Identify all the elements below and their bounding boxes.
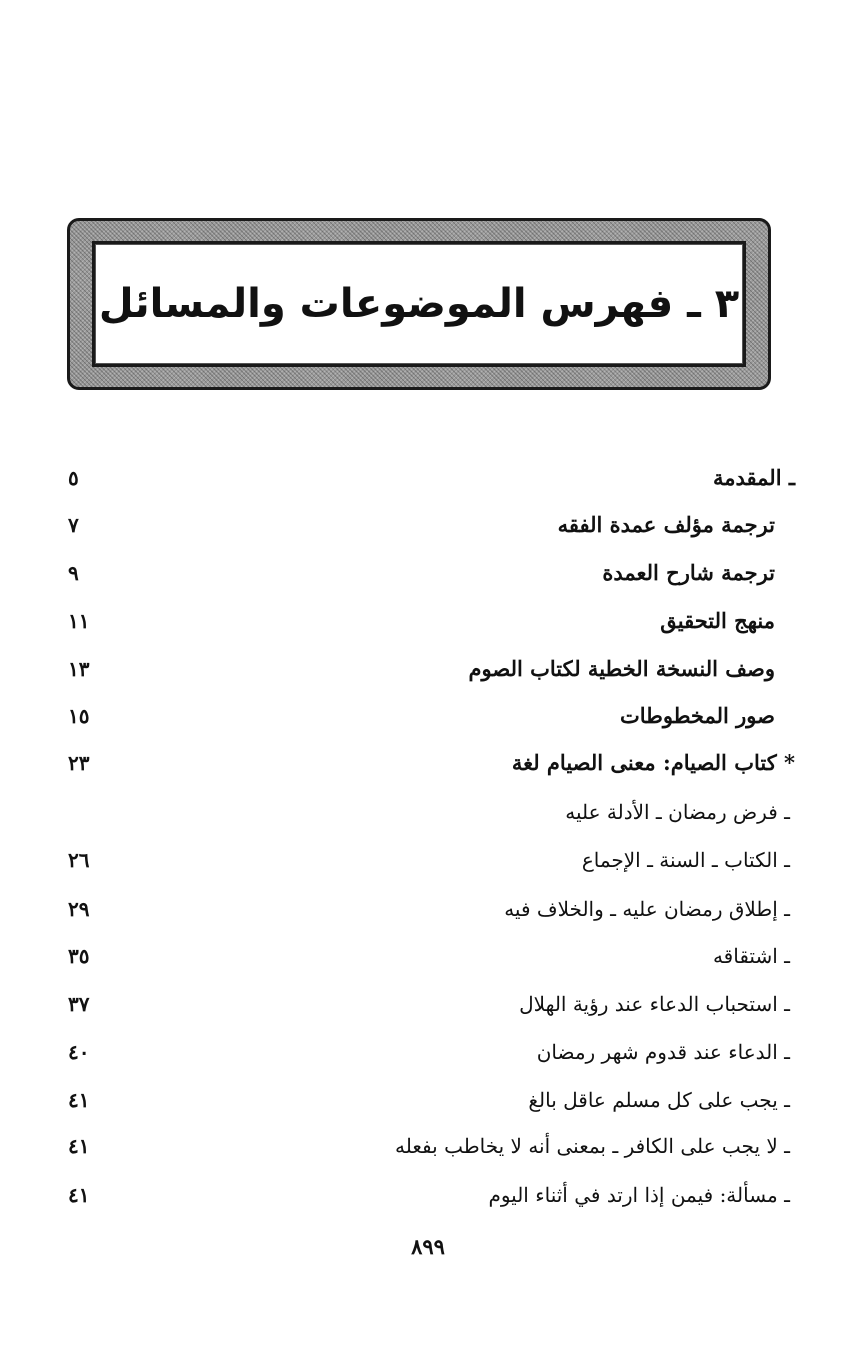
toc-entry[interactable] xyxy=(60,1032,795,1072)
toc-entry-text: ـ يجب على كل مسلم عاقل بالغ xyxy=(528,1088,790,1112)
toc-entry-text: ـ المقدمة xyxy=(713,465,795,490)
toc-entry[interactable] xyxy=(60,984,795,1024)
toc-entry-page: ٣٥ xyxy=(68,944,90,968)
toc-entry-text: ـ اشتقاقه xyxy=(712,944,790,968)
toc-entry-page: ٣٧ xyxy=(68,992,90,1016)
toc-entry-page: ٧ xyxy=(68,513,79,537)
toc-entry[interactable] xyxy=(60,696,795,736)
toc-entry-page: ٥ xyxy=(68,466,79,490)
toc-entry-text: * كتاب الصيام: معنى الصيام لغة xyxy=(511,750,795,775)
toc-entry-page: ١١ xyxy=(68,609,90,633)
toc-entry[interactable] xyxy=(60,505,795,545)
toc-entry-page: ٢٣ xyxy=(68,751,90,775)
toc-entry-page: ٤٠ xyxy=(68,1040,90,1064)
toc-entry[interactable] xyxy=(60,553,795,593)
toc-entry[interactable] xyxy=(60,792,795,832)
toc-entry-page: ١٣ xyxy=(68,657,90,681)
page-number: ٨٩٩ xyxy=(411,1234,445,1259)
toc-entry-text: منهج التحقيق xyxy=(660,608,775,633)
toc-entry-page: ٤١ xyxy=(68,1134,90,1158)
toc-entry-page: ٢٩ xyxy=(68,897,90,921)
toc-entry[interactable] xyxy=(60,601,795,641)
toc-entry[interactable] xyxy=(60,743,795,783)
toc-entry-page: ٤١ xyxy=(68,1183,90,1207)
toc-entry[interactable] xyxy=(60,649,795,689)
toc-entry-text: ـ الكتاب ـ السنة ـ الإجماع xyxy=(581,848,790,872)
toc-entry[interactable] xyxy=(60,1126,795,1166)
toc-entry-page: ٤١ xyxy=(68,1088,90,1112)
toc-entry-text: ترجمة مؤلف عمدة الفقه xyxy=(557,512,775,537)
toc-entry-text: صور المخطوطات xyxy=(619,703,775,728)
toc-entry[interactable] xyxy=(60,1080,795,1120)
toc-entry-text: ـ مسألة: فيمن إذا ارتد في أثناء اليوم xyxy=(488,1183,790,1207)
toc-entry-text: ـ لا يجب على الكافر ـ بمعنى أنه لا يخاطب بفعله xyxy=(395,1134,790,1158)
toc-entry-text: ـ استحباب الدعاء عند رؤية الهلال xyxy=(519,992,790,1016)
toc-entry-text: ـ الدعاء عند قدوم شهر رمضان xyxy=(536,1040,790,1064)
toc-entry-page: ٩ xyxy=(68,561,79,585)
toc-entry-text: ـ فرض رمضان ـ الأدلة عليه xyxy=(565,800,790,824)
toc-entry[interactable] xyxy=(60,889,795,929)
toc-entry[interactable] xyxy=(60,840,795,880)
toc-entry[interactable] xyxy=(60,1175,795,1215)
toc-entry-text: ترجمة شارح العمدة xyxy=(602,560,775,585)
toc-entry-text: ـ إطلاق رمضان عليه ـ والخلاف فيه xyxy=(504,897,790,921)
toc-entry-page: ١٥ xyxy=(68,704,90,728)
toc-entry[interactable] xyxy=(60,458,795,498)
toc-entry[interactable] xyxy=(60,936,795,976)
page-title: ٣ ـ فهرس الموضوعات والمسائل xyxy=(98,281,740,327)
toc-entry-page: ٢٦ xyxy=(68,848,90,872)
toc-entry-text: وصف النسخة الخطية لكتاب الصوم xyxy=(468,656,775,681)
